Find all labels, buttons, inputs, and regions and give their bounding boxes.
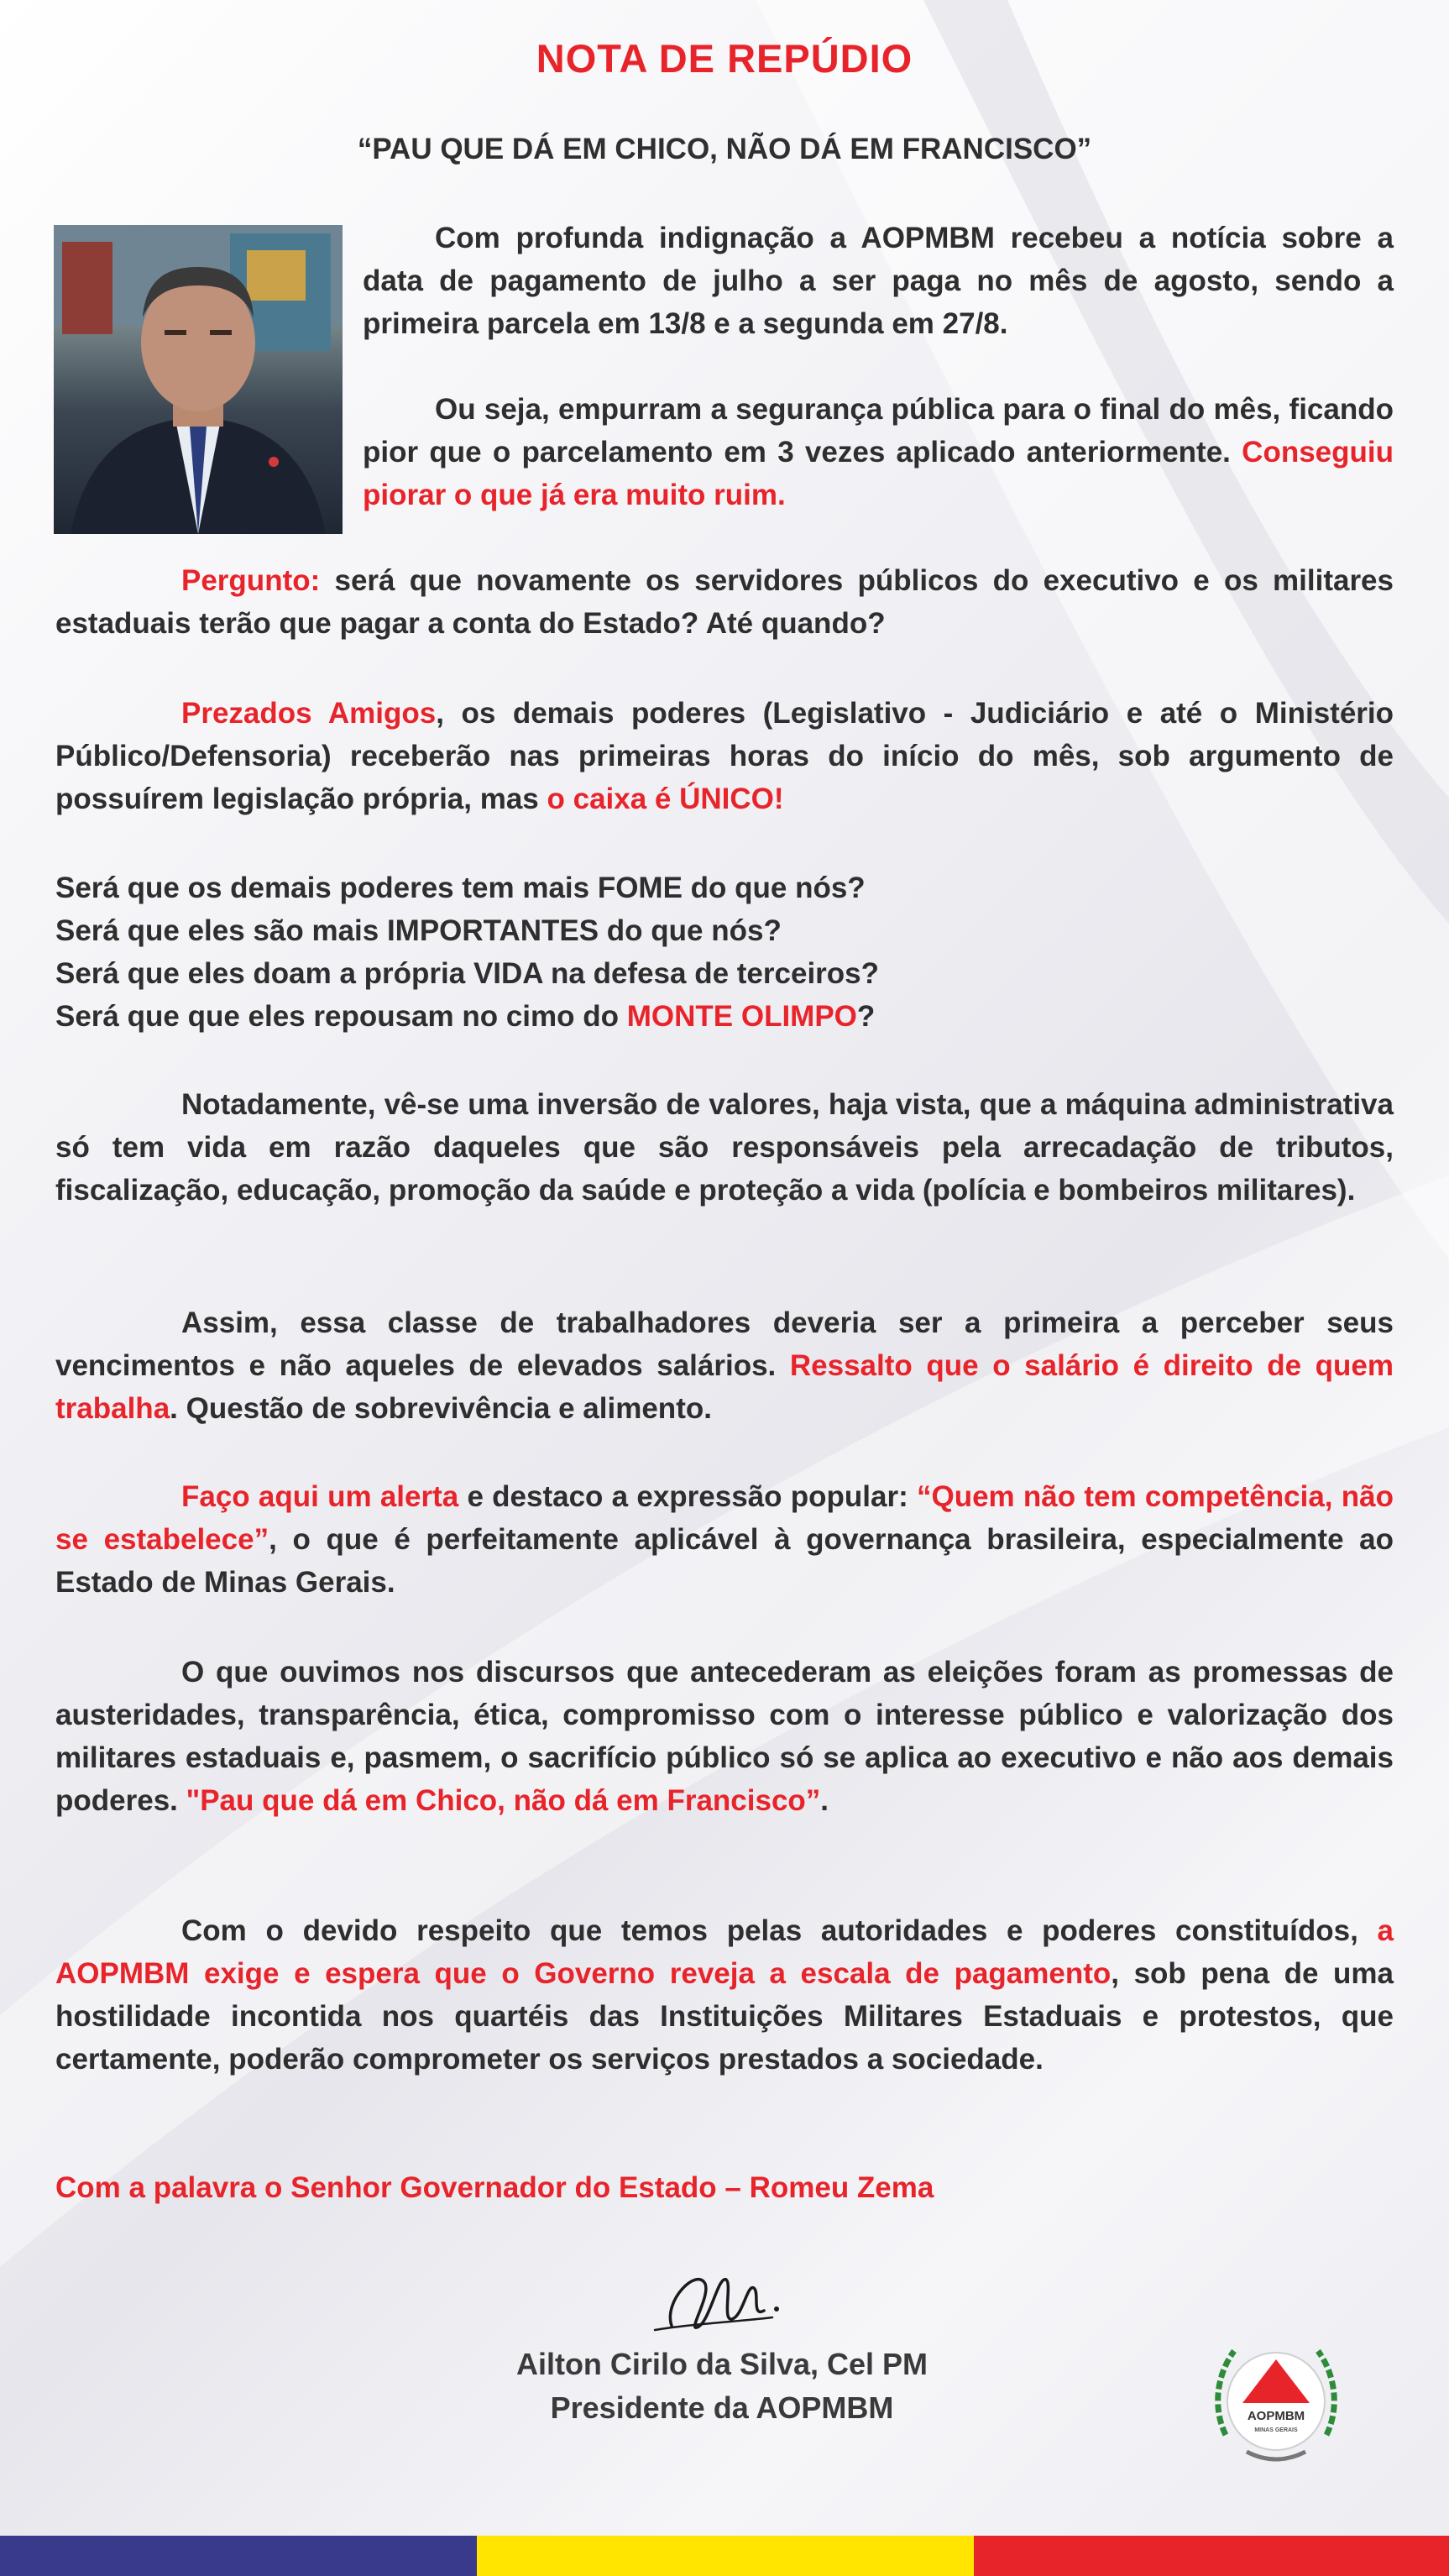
paragraph-8: O que ouvimos nos discursos que antecederam as eleições foram as promessas de austeridades, transparência, ética, compromisso com o interesse público e valorização dos militares estaduais e, pasmem, o sacrifício público só se aplica ao executivo e não aos demais poderes. "Pau que dá em Chico, não dá em Francisco”.	[55, 1656, 1394, 1817]
signature-block	[470, 2250, 974, 2430]
paragraph-7: Faço aqui um alerta e destaco a expressão popular: “Quem não tem competência, não se estabelece”, o que é perfeitamente aplicável à governança brasileira, especialmente ao Estado de Minas Gerais.	[55, 1480, 1394, 1599]
closing-line: Com a palavra o Senhor Governador do Estado – Romeu Zema	[55, 2171, 934, 2204]
paragraph-3: Pergunto: será que novamente os servidores públicos do executivo e os militares estaduais terão que pagar a conta do Estado? Até quando?	[55, 564, 1394, 640]
logo-text: AOPMBM	[1247, 2409, 1305, 2423]
flag-bar-yellow	[477, 2536, 974, 2576]
paragraph-4: Prezados Amigos, os demais poderes (Legislativo - Judiciário e até o Ministério Público/Defensoria) receberão nas primeiras horas do início do mês, sob argumento de possuírem legislação própria, mas o caixa é ÚNICO!	[55, 697, 1394, 815]
flag-bar-blue	[0, 2536, 477, 2576]
paragraph-9: Com o devido respeito que temos pelas autoridades e poderes constituídos, a AOPMBM exige e espera que o Governo reveja a escala de pagamento, sob pena de uma hostilidade incontida nos quartéis das Instituições Militares Estaduais e protestos, que certamente, poderão comprometer os serviços prestados a sociedade.	[55, 1914, 1394, 2076]
president-photo	[54, 225, 343, 534]
page-subtitle: “PAU QUE DÁ EM CHICO, NÃO DÁ EM FRANCISCO”	[357, 133, 1092, 165]
logo-subtext: MINAS GERAIS	[1254, 2427, 1298, 2433]
signer-name: Ailton Cirilo da Silva, Cel PM	[515, 2347, 929, 2381]
signer-role: Presidente da AOPMBM	[550, 2390, 894, 2425]
flag-bar-red	[974, 2536, 1449, 2576]
aopmbm-logo-icon	[1209, 2334, 1343, 2477]
question-1: Será que os demais poderes tem mais FOME do que nós?	[55, 872, 866, 904]
paragraph-1: Com profunda indignação a AOPMBM recebeu a notícia sobre a data de pagamento de julho a ser paga no mês de agosto, sendo a primeira parcela em 13/8 e a segunda em 27/8.	[363, 222, 1394, 340]
page-title: NOTA DE REPÚDIO	[536, 36, 913, 81]
paragraph-5: Notadamente, vê-se uma inversão de valores, haja vista, que a máquina administrativa só tem vida em razão daqueles que são responsáveis pela arrecadação de tributos, fiscalização, educação, promoção da saúde e proteção a vida (polícia e bombeiros militares).	[55, 1088, 1394, 1207]
paragraph-6: Assim, essa classe de trabalhadores deveria ser a primeira a perceber seus vencimentos e não aqueles de elevados salários. Ressalto que o salário é direito de quem trabalha. Questão de sobrevivência e alimento.	[55, 1306, 1394, 1425]
signature-icon	[638, 2250, 806, 2343]
question-2: Será que eles são mais IMPORTANTES do que nós?	[55, 914, 782, 947]
question-4: Será que que eles repousam no cimo do MONTE OLIMPO?	[55, 1000, 876, 1033]
questions-list	[55, 867, 1394, 1038]
paragraph-2: Ou seja, empurram a segurança pública para o final do mês, ficando pior que o parcelamento em 3 vezes aplicado anteriormente. Conseguiu piorar o que já era muito ruim.	[363, 393, 1394, 511]
question-3: Será que eles doam a própria VIDA na defesa de terceiros?	[55, 957, 880, 990]
